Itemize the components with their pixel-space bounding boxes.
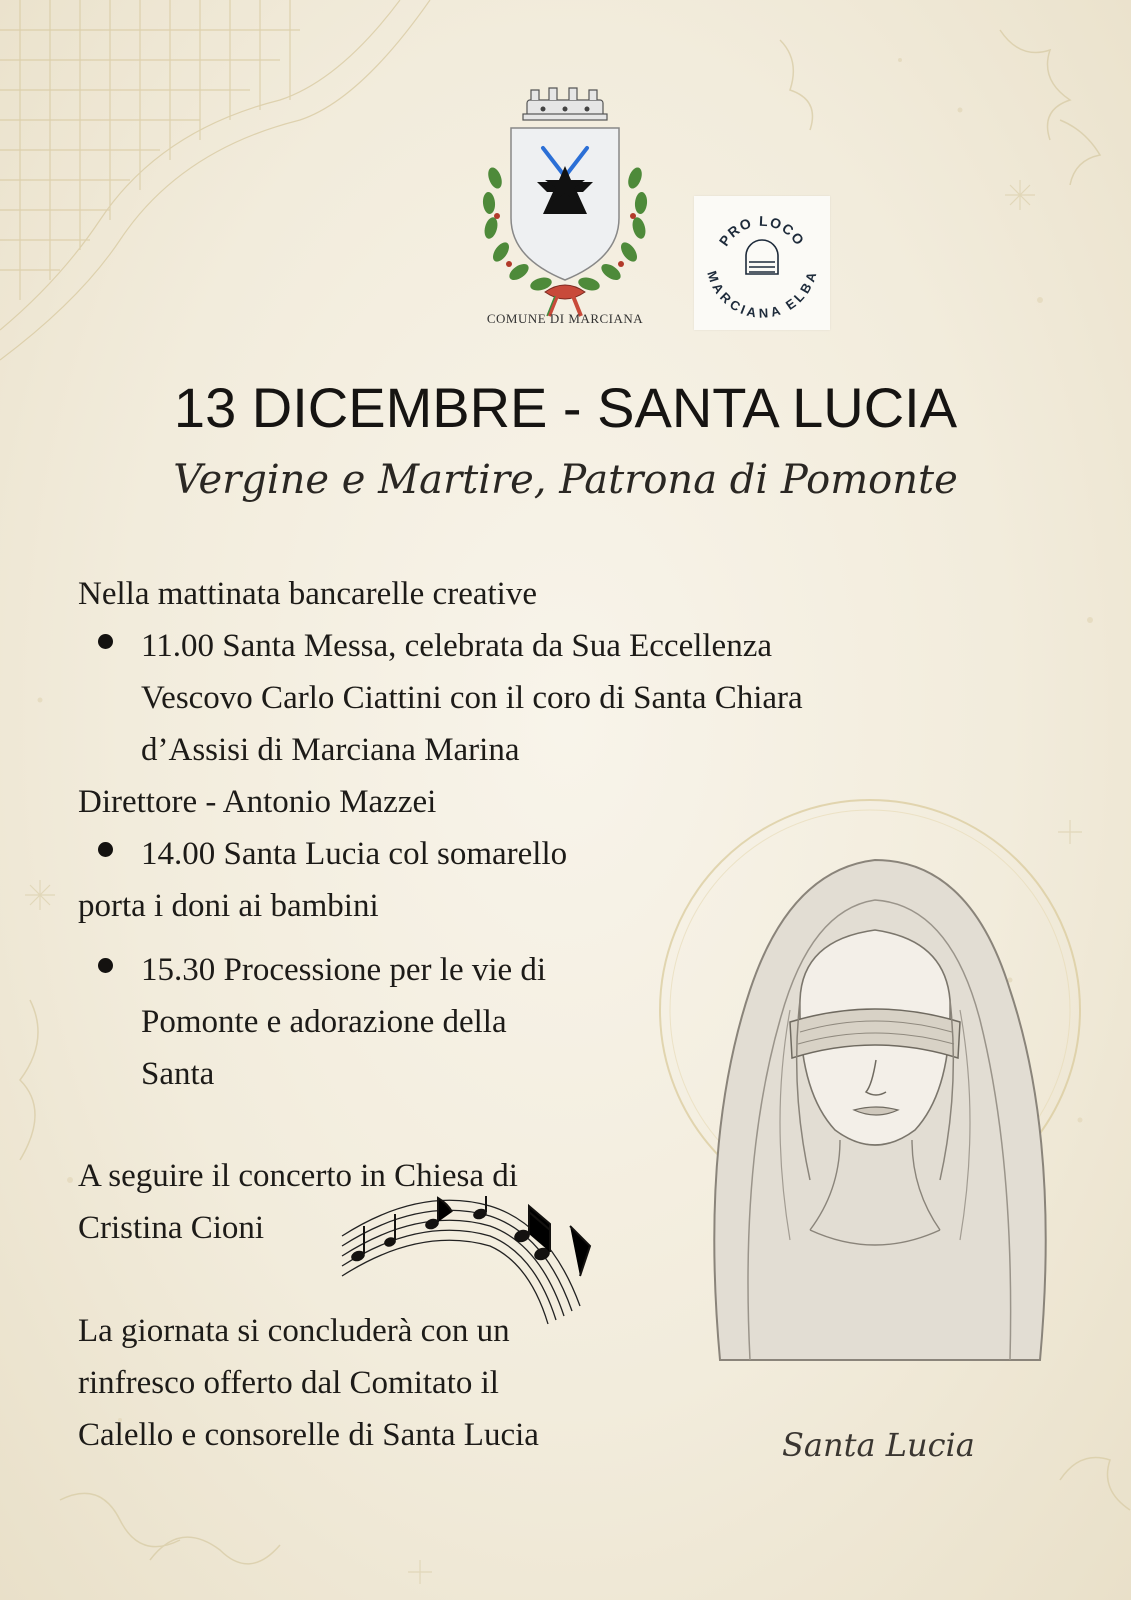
proloco-logo-icon <box>694 196 830 330</box>
svg-text:PRO LOCO <box>716 213 808 249</box>
comune-label: COMUNE DI MARCIANA <box>486 311 644 326</box>
bullet-icon <box>98 634 113 649</box>
closing-line1: La giornata si concluderà con un <box>78 1313 510 1349</box>
morning-note: Nella mattinata bancarelle creative <box>78 576 537 612</box>
director-line: Direttore - Antonio Mazzei <box>78 784 437 820</box>
item1-line1: 11.00 Santa Messa, celebrata da Sua Eccellenza <box>141 628 772 664</box>
crest-icon <box>465 78 665 328</box>
item2-line2: porta i doni ai bambini <box>78 888 379 924</box>
concert-line2: Cristina Cioni <box>78 1210 265 1246</box>
closing-line2: rinfresco offerto dal Comitato il <box>78 1365 499 1401</box>
closing-line3: Calello e consorelle di Santa Lucia <box>78 1417 539 1453</box>
item3-line2: Pomonte e adorazione della <box>141 1004 507 1040</box>
item3-line3: Santa <box>141 1056 215 1092</box>
item3-line1: 15.30 Processione per le vie di <box>141 952 547 988</box>
bullet-icon <box>98 958 113 973</box>
bullet-icon <box>98 842 113 857</box>
proloco-top-text: PRO LOCO <box>715 212 809 249</box>
item2-line1: 14.00 Santa Lucia col somarello <box>141 836 568 872</box>
page-subtitle: Vergine e Martire, Patrona di Pomonte <box>173 457 958 503</box>
saint-portrait-icon <box>640 760 1100 1400</box>
image-caption: Santa Lucia <box>782 1426 975 1464</box>
concert-line1: A seguire il concerto in Chiesa di <box>78 1158 518 1194</box>
proloco-bottom-text: MARCIANA ELBA <box>704 269 820 321</box>
item1-line2: Vescovo Carlo Ciattini con il coro di Santa Chiara <box>141 680 803 716</box>
svg-text:MARCIANA ELBA <box>704 269 820 321</box>
proloco-logo <box>694 196 830 330</box>
page-title: 13 DICEMBRE - SANTA LUCIA <box>173 376 958 439</box>
item1-line3: d’Assisi di Marciana Marina <box>141 732 520 768</box>
